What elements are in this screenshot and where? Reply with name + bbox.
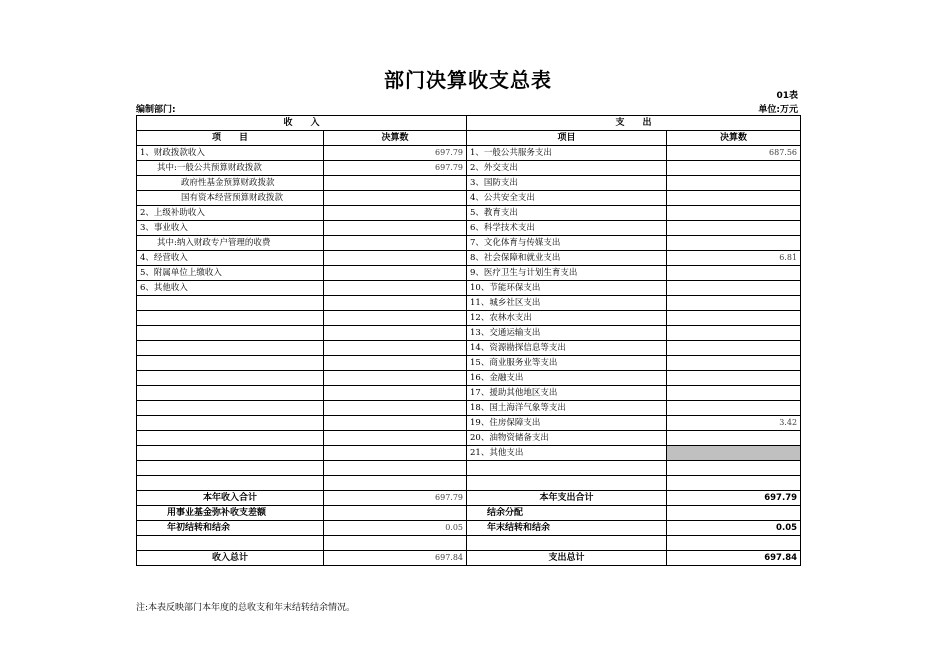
income-item-cell <box>137 341 324 356</box>
expense-item-cell: 13、交通运输支出 <box>467 326 667 341</box>
expense-item-cell: 11、城乡社区支出 <box>467 296 667 311</box>
expense-item-cell: 21、其他支出 <box>467 446 667 461</box>
expense-item-cell: 7、文化体育与传媒支出 <box>467 236 667 251</box>
table-row <box>137 386 801 401</box>
income-sum-label: 收入总计 <box>137 551 324 566</box>
income-amount-cell <box>324 446 467 461</box>
income-amount-cell <box>324 206 467 221</box>
income-amount-cell <box>324 236 467 251</box>
expense-amount-cell <box>667 191 801 206</box>
table-body <box>137 146 801 491</box>
expense-amount-cell <box>667 296 801 311</box>
table-row <box>137 161 801 176</box>
income-item-cell: 4、经营收入 <box>137 251 324 266</box>
unit-label: 单位:万元 <box>758 105 798 115</box>
income-amount-cell <box>324 221 467 236</box>
income-item-cell: 其中:一般公共预算财政拨款 <box>137 161 324 176</box>
budget-summary-table <box>136 115 801 566</box>
income-item-cell: 3、事业收入 <box>137 221 324 236</box>
expense-item-cell: 15、商业服务业等支出 <box>467 356 667 371</box>
expense-section-header: 支 出 <box>467 116 801 131</box>
income-item-cell <box>137 386 324 401</box>
income-total-value: 697.79 <box>324 491 467 506</box>
income-item-cell <box>137 431 324 446</box>
begin-carryover-label: 年初结转和结余 <box>137 521 324 536</box>
end-carryover-value: 0.05 <box>667 521 801 536</box>
income-item-cell <box>137 371 324 386</box>
spacer-cell <box>467 536 667 551</box>
expense-item-header: 项目 <box>467 131 667 146</box>
column-header-row <box>137 131 801 146</box>
expense-item-cell: 16、金融支出 <box>467 371 667 386</box>
income-amount-cell <box>324 326 467 341</box>
expense-amount-cell <box>667 371 801 386</box>
income-total-label: 本年收入合计 <box>137 491 324 506</box>
income-item-cell <box>137 446 324 461</box>
income-amount-cell <box>324 386 467 401</box>
expense-item-cell: 12、农林水支出 <box>467 311 667 326</box>
income-amount-cell <box>324 371 467 386</box>
income-amount-header: 决算数 <box>324 131 467 146</box>
income-item-cell <box>137 296 324 311</box>
carryover-row <box>137 521 801 536</box>
expense-item-cell: 3、国防支出 <box>467 176 667 191</box>
income-amount-cell <box>324 191 467 206</box>
section-header-row <box>137 116 801 131</box>
income-amount-cell <box>324 281 467 296</box>
fund-value <box>324 506 467 521</box>
income-item-header: 项 目 <box>137 131 324 146</box>
income-item-cell <box>137 401 324 416</box>
table-row <box>137 416 801 431</box>
table-row <box>137 341 801 356</box>
expense-item-cell: 4、公共安全支出 <box>467 191 667 206</box>
expense-amount-cell <box>667 281 801 296</box>
table-note: 注:本表反映部门本年度的总收支和年末结转结余情况。 <box>136 603 356 613</box>
expense-amount-cell <box>667 311 801 326</box>
expense-amount-cell <box>667 401 801 416</box>
expense-amount-cell <box>667 356 801 371</box>
income-amount-cell <box>324 176 467 191</box>
surplus-label: 结余分配 <box>467 506 667 521</box>
page-title: 部门决算收支总表 <box>384 68 552 92</box>
expense-amount-cell <box>667 431 801 446</box>
expense-item-cell <box>467 461 667 476</box>
income-amount-cell <box>324 266 467 281</box>
expense-item-cell: 20、油物资储备支出 <box>467 431 667 446</box>
table-row <box>137 191 801 206</box>
expense-item-cell: 9、医疗卫生与计划生育支出 <box>467 266 667 281</box>
income-sum-value: 697.84 <box>324 551 467 566</box>
table-number: 01表 <box>776 91 798 101</box>
income-amount-cell <box>324 311 467 326</box>
income-amount-cell <box>324 461 467 476</box>
expense-item-cell: 18、国土海洋气象等支出 <box>467 401 667 416</box>
surplus-value <box>667 506 801 521</box>
table-row <box>137 326 801 341</box>
expense-item-cell: 5、教育支出 <box>467 206 667 221</box>
fund-row <box>137 506 801 521</box>
expense-amount-cell <box>667 341 801 356</box>
table-row <box>137 356 801 371</box>
income-item-cell <box>137 476 324 491</box>
income-amount-cell: 697.79 <box>324 161 467 176</box>
income-item-cell: 政府性基金预算财政拨款 <box>137 176 324 191</box>
expense-sum-value: 697.84 <box>667 551 801 566</box>
income-section-header: 收 入 <box>137 116 467 131</box>
grand-total-row <box>137 551 801 566</box>
expense-item-cell: 8、社会保障和就业支出 <box>467 251 667 266</box>
expense-total-value: 697.79 <box>667 491 801 506</box>
expense-amount-cell <box>667 461 801 476</box>
expense-item-cell: 17、援助其他地区支出 <box>467 386 667 401</box>
income-item-cell <box>137 326 324 341</box>
income-amount-cell <box>324 416 467 431</box>
income-item-cell: 6、其他收入 <box>137 281 324 296</box>
expense-item-cell: 2、外交支出 <box>467 161 667 176</box>
income-item-cell <box>137 356 324 371</box>
income-amount-cell <box>324 401 467 416</box>
table-row <box>137 311 801 326</box>
income-item-cell: 1、财政拨款收入 <box>137 146 324 161</box>
table-row <box>137 206 801 221</box>
table-row <box>137 446 801 461</box>
income-amount-cell <box>324 431 467 446</box>
table-row <box>137 461 801 476</box>
income-item-cell: 国有资本经营预算财政拨款 <box>137 191 324 206</box>
expense-amount-cell <box>667 326 801 341</box>
table-row <box>137 281 801 296</box>
table-row <box>137 176 801 191</box>
end-carryover-label: 年末结转和结余 <box>467 521 667 536</box>
expense-amount-cell: 687.56 <box>667 146 801 161</box>
year-total-row <box>137 491 801 506</box>
income-amount-cell <box>324 341 467 356</box>
expense-amount-cell <box>667 221 801 236</box>
expense-item-cell <box>467 476 667 491</box>
table-row <box>137 431 801 446</box>
income-amount-cell <box>324 251 467 266</box>
income-item-cell <box>137 311 324 326</box>
expense-sum-label: 支出总计 <box>467 551 667 566</box>
table-row <box>137 221 801 236</box>
table-row <box>137 236 801 251</box>
income-item-cell: 其中:纳入财政专户管理的收费 <box>137 236 324 251</box>
spacer-row <box>137 536 801 551</box>
income-amount-cell <box>324 356 467 371</box>
spacer-cell <box>324 536 467 551</box>
expense-item-cell: 14、资源勘探信息等支出 <box>467 341 667 356</box>
expense-amount-cell <box>667 446 801 461</box>
table-row <box>137 266 801 281</box>
expense-item-cell: 1、一般公共服务支出 <box>467 146 667 161</box>
expense-amount-cell <box>667 386 801 401</box>
expense-total-label: 本年支出合计 <box>467 491 667 506</box>
spacer-cell <box>667 536 801 551</box>
department-label: 编制部门: <box>136 105 176 115</box>
expense-amount-cell <box>667 161 801 176</box>
expense-amount-cell: 3.42 <box>667 416 801 431</box>
expense-amount-cell <box>667 266 801 281</box>
expense-item-cell: 6、科学技术支出 <box>467 221 667 236</box>
table-row <box>137 371 801 386</box>
income-item-cell: 2、上级补助收入 <box>137 206 324 221</box>
table-row <box>137 401 801 416</box>
expense-item-cell: 19、住房保障支出 <box>467 416 667 431</box>
income-amount-cell: 697.79 <box>324 146 467 161</box>
expense-amount-cell <box>667 476 801 491</box>
expense-amount-cell <box>667 236 801 251</box>
spacer-cell <box>137 536 324 551</box>
expense-item-cell: 10、节能环保支出 <box>467 281 667 296</box>
expense-amount-cell <box>667 206 801 221</box>
income-item-cell <box>137 461 324 476</box>
expense-amount-cell <box>667 176 801 191</box>
income-amount-cell <box>324 476 467 491</box>
table-row <box>137 146 801 161</box>
table-row <box>137 476 801 491</box>
begin-carryover-value: 0.05 <box>324 521 467 536</box>
table-row <box>137 251 801 266</box>
income-item-cell <box>137 416 324 431</box>
fund-label: 用事业基金弥补收支差额 <box>137 506 324 521</box>
table-row <box>137 296 801 311</box>
income-item-cell: 5、附属单位上缴收入 <box>137 266 324 281</box>
expense-amount-header: 决算数 <box>667 131 801 146</box>
income-amount-cell <box>324 296 467 311</box>
expense-amount-cell: 6.81 <box>667 251 801 266</box>
